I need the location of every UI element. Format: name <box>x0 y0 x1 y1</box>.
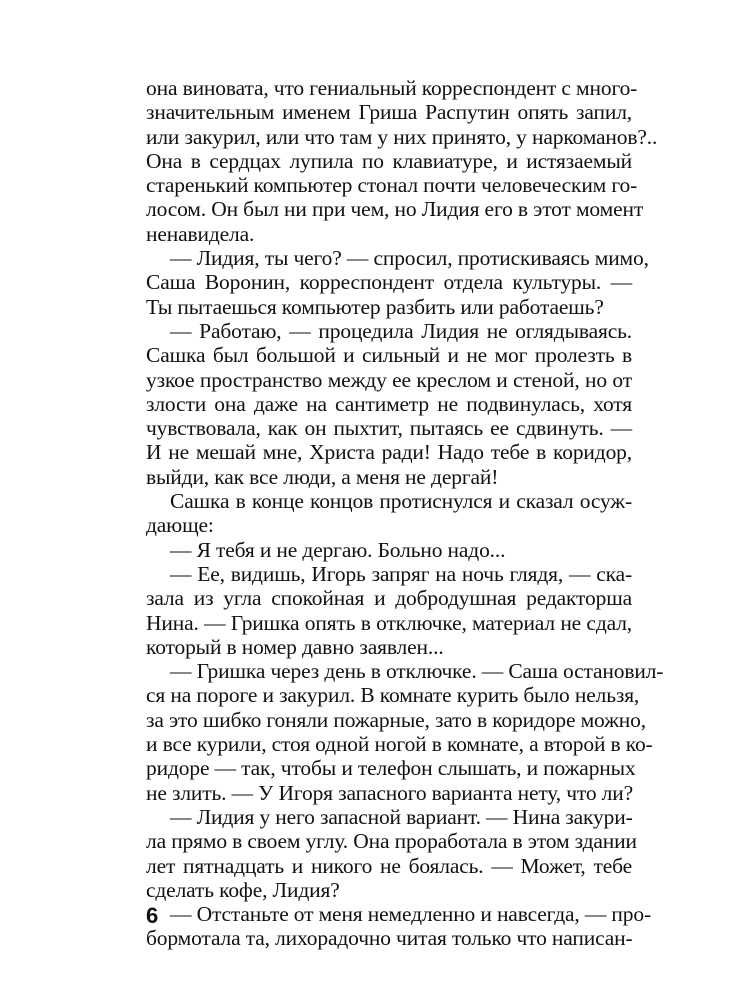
text-line: — Ее, видишь, Игорь запряг на ночь глядя, — ска- <box>170 561 632 586</box>
text-line: — Отстаньте от меня немедленно и навсегда, — про- <box>170 902 651 927</box>
text-line: лет пятнадцать и никого не боялась. — Может, тебе <box>146 853 632 878</box>
page-number: 6 <box>146 903 159 928</box>
text-line: Нина. — Гришка опять в отключке, материал не сдал, <box>146 610 632 635</box>
text-line: злости она даже на сантиметр не подвинулась, хотя <box>146 391 632 416</box>
text-line: ла прямо в своем углу. Она проработала в этом здании <box>146 829 637 854</box>
text-line: она виновата, что гениальный корреспондент с много- <box>146 76 638 100</box>
text-line: зала из угла спокойная и добродушная редакторша <box>146 586 632 611</box>
page-body-text <box>146 76 664 951</box>
text-line: ридоре — так, чтобы и телефон слышать, и пожарных <box>146 756 636 781</box>
text-line: Сашка в конце концов протиснулся и сказал осуж- <box>170 489 632 514</box>
text-line: чувствовала, как он пыхтит, пытаясь ее сдвинуть. — <box>146 416 632 441</box>
text-line: выйди, как все люди, а меня не дергай! <box>146 464 499 489</box>
text-line: Саша Воронин, корреспондент отдела культуры. — <box>146 270 632 295</box>
text-line: бормотала та, лихорадочно читая только что написан- <box>146 926 633 951</box>
text-line: ся на пороге и закурил. В комнате курить было нельзя, <box>146 683 640 708</box>
text-line: дающе: <box>146 513 214 538</box>
text-line: и все курили, стоя одной ногой в комнате, а второй в ко- <box>146 732 653 757</box>
text-line: не злить. — У Игоря запасного варианта нету, что ли? <box>146 780 633 805</box>
text-line: — Я тебя и не дергаю. Больно надо... <box>170 537 506 562</box>
text-line: который в номер давно заявлен... <box>146 634 444 659</box>
text-line: за это шибко гоняли пожарные, зато в коридоре можно, <box>146 707 646 732</box>
text-line: лосом. Он был ни при чем, но Лидия его в этот момент <box>146 197 644 222</box>
text-line: ненавидела. <box>146 221 255 246</box>
text-line: И не мешай мне, Христа ради! Надо тебе в коридор, <box>146 440 632 465</box>
text-line: узкое пространство между ее креслом и стеной, но от <box>146 367 632 392</box>
text-line: — Гришка через день в отключке. — Саша остановил- <box>170 659 664 684</box>
text-line: Сашка был большой и сильный и не мог пролезть в <box>146 343 632 368</box>
text-line: или закурил, или что там у них принято, у наркоманов?.. <box>146 124 658 149</box>
text-line: Ты пытаешься компьютер разбить или работаешь? <box>146 294 604 319</box>
text-line: Она в сердцах лупила по клавиатуре, и истязаемый <box>146 148 632 173</box>
text-line: — Лидия у него запасной вариант. — Нина закури- <box>170 804 633 829</box>
text-line: значительным именем Гриша Распутин опять запил, <box>146 100 632 125</box>
text-line: старенький компьютер стонал почти человеческим го- <box>146 173 638 198</box>
text-line: — Лидия, ты чего? — спросил, протискиваясь мимо, <box>170 246 649 271</box>
text-line: сделать кофе, Лидия? <box>146 877 340 902</box>
text-line: — Работаю, — процедила Лидия не оглядываясь. <box>170 318 632 343</box>
